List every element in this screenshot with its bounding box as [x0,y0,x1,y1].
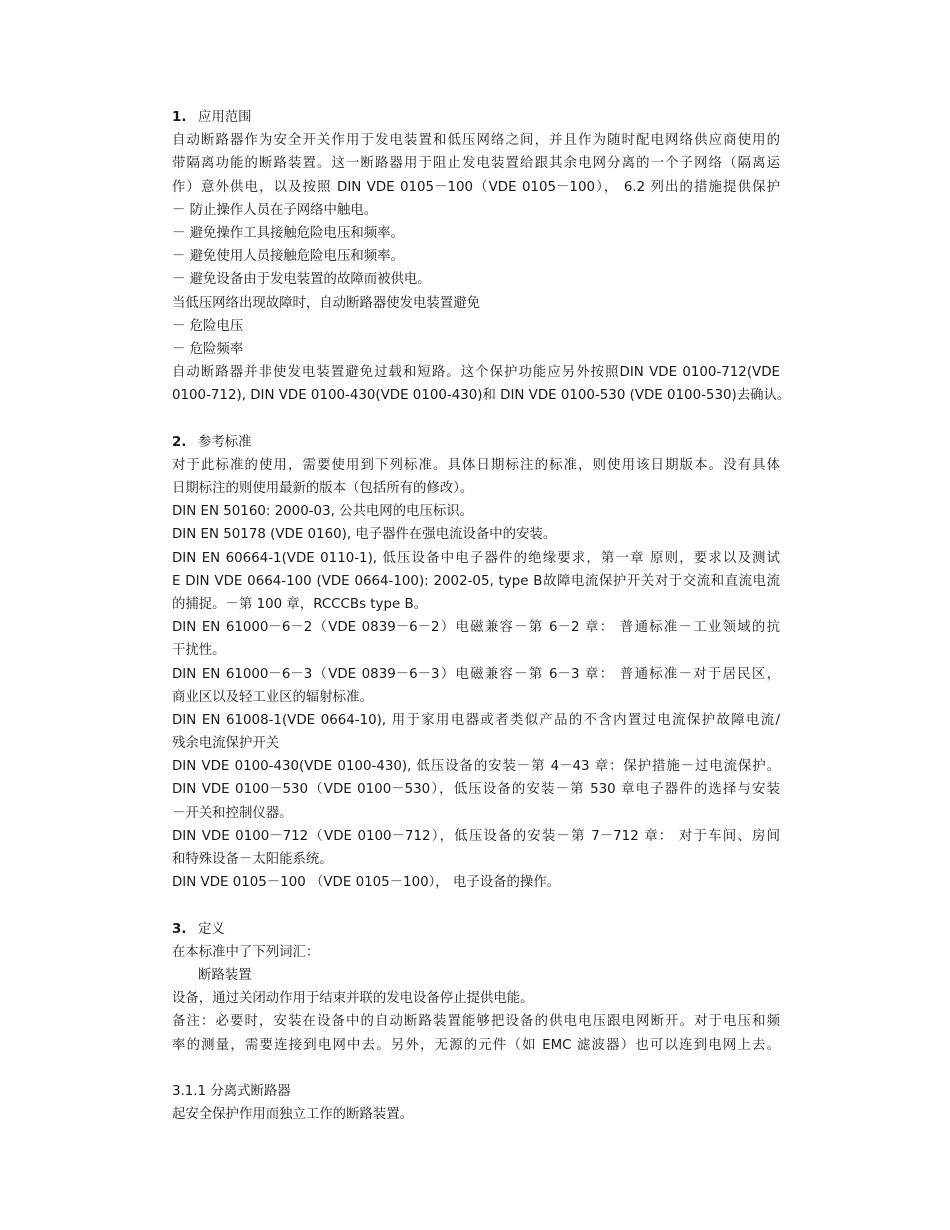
section-3-1-1-title: 3.1.1 分离式断路器 [172,1083,291,1099]
reference-standard: DIN EN 60664-1(VDE 0110-1), 低压设备中电子器件的绝缘要求，第一章 原则，要求以及测试 [172,550,780,566]
reference-standard: 的捕捉。－第 100 章，RCCCBs type B。 [172,596,428,612]
section-1-line: 作）意外供电，以及按照 DIN VDE 0105－100（VDE 0105－100）， 6.2 列出的措施提供保护 [172,179,780,195]
section-1-list-item: － 避免使用人员接触危险电压和频率。 [172,249,404,265]
reference-standard: DIN EN 61008-1(VDE 0664-10), 用于家用电器或者类似产品的不含内置过电流保护故障电流/ [172,712,780,728]
reference-standard: DIN VDE 0105－100 （VDE 0105－100）， 电子设备的操作。 [172,875,561,891]
reference-standard: DIN EN 50178 (VDE 0160), 电子器件在强电流设备中的安装。 [172,527,557,543]
reference-standard: 和特殊设备－太阳能系统。 [172,852,333,867]
section-1-list-item: － 避免设备由于发电装置的故障而被供电。 [172,272,431,288]
section-2-line: 对于此标准的使用，需要使用到下列标准。具体日期标注的标准，则使用该日期版本。没有具体 [172,457,780,473]
reference-standard: E DIN VDE 0664-100 (VDE 0664-100): 2002-05, type B故障电流保护开关对于交流和直流电流 [172,573,780,589]
section-1-number: 1. [172,110,187,125]
section-1-list-item: － 避免操作工具接触危险电压和频率。 [172,225,404,241]
paragraph-gap [172,894,780,917]
paragraph-gap [172,407,780,430]
section-1-title: 应用范围 [198,110,252,125]
document-page [172,106,791,1126]
section-1-line: 0100-712), DIN VDE 0100-430(VDE 0100-430)和 DIN VDE 0100-530 (VDE 0100-530)去确认。 [172,388,791,404]
section-2-line: 日期标注的则使用最新的版本（包括所有的修改）。 [172,481,474,496]
section-3-intro: 在本标准中了下列词汇： [172,944,320,960]
section-1-list-item: － 危险频率 [172,341,244,357]
paragraph-gap [172,1057,780,1080]
section-3-title: 定义 [198,921,225,937]
section-3-term: 断路装置 [198,967,252,983]
section-1-list-item: － 危险电压 [172,318,244,334]
section-3-line: 设备，通过关闭动作用于结束并联的发电设备停止提供电能。 [172,991,534,1007]
section-1-line: 自动断路器作为安全开关作用于发电装置和低压网络之间，并且作为随时配电网络供应商使用的 [172,133,780,149]
section-1-line: 自动断路器并非使发电装置避免过载和短路。这个保护功能应另外按照DIN VDE 0100-712(VDE [172,365,780,381]
reference-standard: 商业区以及轻工业区的辐射标准。 [172,689,373,705]
reference-standard: DIN EN 61000－6－2（VDE 0839－6－2）电磁兼容－第 6－2 章： 普通标准－工业领域的抗 [172,620,780,636]
section-3-heading [172,918,780,941]
reference-standard: 干扰性。 [172,643,226,659]
section-1-line: 当低压网络出现故障时，自动断路器使发电装置避免 [172,295,480,311]
reference-standard: DIN VDE 0100－712（VDE 0100－712），低压设备的安装－第 7－712 章： 对于车间、房间 [172,828,780,844]
reference-standard: DIN VDE 0100－530（VDE 0100－530），低压设备的安装－第 530 章电子器件的选择与安装 [172,782,780,798]
section-3-1-1-line: 起安全保护作用而独立工作的断路装置。 [172,1107,414,1123]
section-3-line: 备注：必要时，安装在设备中的自动断路装置能够把设备的供电电压跟电网断开。对于电压和频 [172,1014,780,1030]
reference-standard: DIN EN 50160: 2000-03, 公共电网的电压标识。 [172,504,474,520]
section-2-heading [172,431,780,454]
section-1-list-item: － 防止操作人员在子网络中触电。 [172,202,378,218]
reference-standard: DIN EN 61000－6－3（VDE 0839－6－3）电磁兼容－第 6－3 章： 普通标准－对于居民区， [172,666,780,682]
section-1-line: 带隔离功能的断路装置。这一断路器用于阻止发电装置给跟其余电网分离的一个子网络（隔离运 [172,156,780,172]
section-2-number: 2. [172,434,187,450]
section-2-title: 参考标准 [198,434,252,450]
section-3-number: 3. [172,921,187,937]
section-1-heading [172,106,780,129]
reference-standard: DIN VDE 0100-430(VDE 0100-430), 低压设备的安装－第 4－43 章：保护措施－过电流保护。 [172,759,780,775]
section-3-line: 率的测量，需要连接到电网中去。另外，无源的元件（如 EMC 滤波器）也可以连到电网上去。 [172,1037,780,1053]
reference-standard: 残余电流保护开关 [172,736,280,752]
reference-standard: －开关和控制仪器。 [172,805,293,821]
